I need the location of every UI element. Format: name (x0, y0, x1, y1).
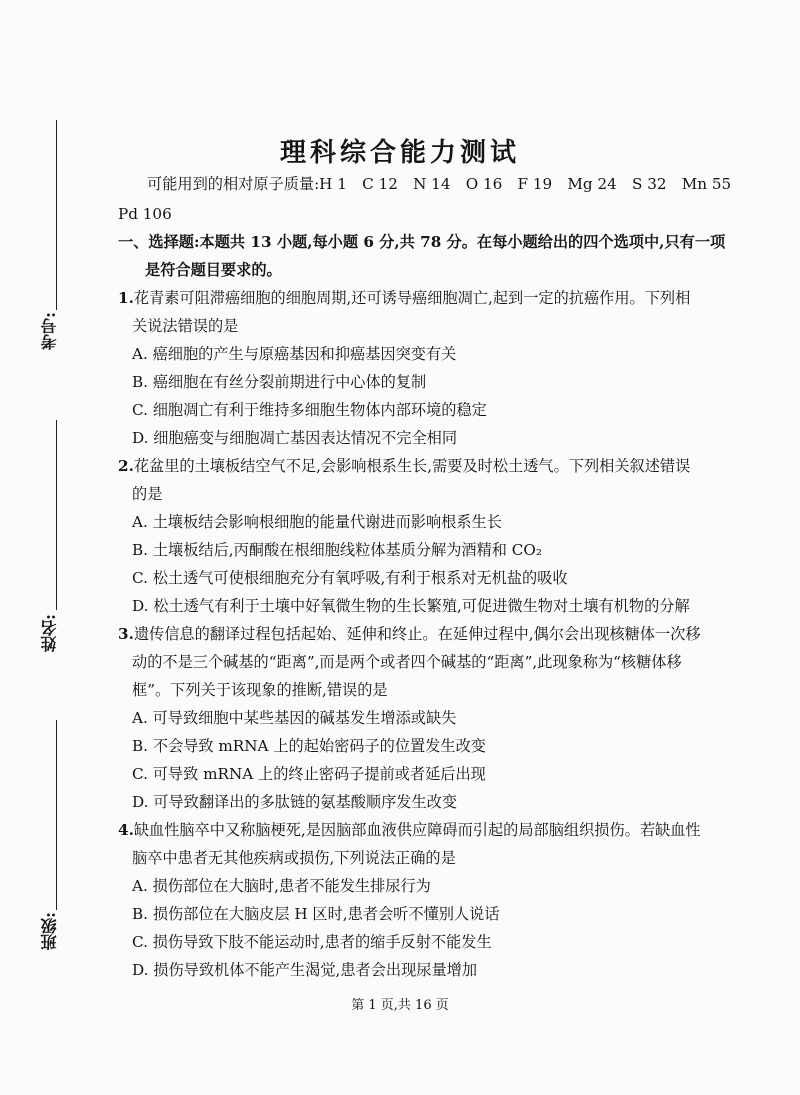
question-4-number: 4. (118, 821, 134, 839)
question-2-stem-line-2: 的是 (132, 485, 163, 503)
question-1-stem-line-1: 1.花青素可阻滞癌细胞的细胞周期,还可诱导癌细胞凋亡,起到一定的抗癌作用。下列相 (118, 289, 691, 307)
question-4-stem-line-2: 脑卒中患者无其他疾病或损伤,下列说法正确的是 (132, 849, 456, 867)
exam-number-label: 考号: (40, 312, 59, 350)
question-2-stem-line-1: 2.花盆里的土壤板结空气不足,会影响根系生长,需要及时松土透气。下列相关叙述错误 (118, 457, 691, 475)
question-2-option-c: C. 松土透气可使根细胞充分有氧呼吸,有利于根系对无机盐的吸收 (132, 569, 568, 587)
section-header-line-2: 是符合题目要求的。 (145, 261, 282, 279)
name-label: 姓名: (40, 614, 59, 652)
question-3-option-a: A. 可导致细胞中某些基因的碱基发生增添或缺失 (132, 709, 457, 727)
question-1-option-d: D. 细胞癌变与细胞凋亡基因表达情况不完全相同 (132, 429, 458, 447)
question-3-option-c: C. 可导致 mRNA 上的终止密码子提前或者延后出现 (132, 765, 486, 783)
class-label: 班级: (40, 912, 59, 950)
page-title: 理科综合能力测试 (279, 138, 520, 168)
question-4-stem-line-1: 4.缺血性脑卒中又称脑梗死,是因脑部血液供应障碍而引起的局部脑组织损伤。若缺血性 (118, 821, 701, 839)
question-2-option-b: B. 土壤板结后,丙酮酸在根细胞线粒体基质分解为酒精和 CO₂ (132, 541, 542, 559)
question-4-option-b: B. 损伤部位在大脑皮层 H 区时,患者会听不懂别人说话 (132, 905, 500, 923)
question-2-number: 2. (118, 457, 134, 475)
section-header-line-1: 一、选择题:本题共 13 小题,每小题 6 分,共 78 分。在每小题给出的四个选项中,只有一项 (118, 233, 726, 251)
question-2-option-a: A. 土壤板结会影响根细胞的能量代谢进而影响根系生长 (132, 513, 502, 531)
question-4-option-c: C. 损伤导致下肢不能运动时,患者的缩手反射不能发生 (132, 933, 492, 951)
question-1-stem-line-2: 关说法错误的是 (132, 317, 239, 335)
question-4-option-d: D. 损伤导致机体不能产生渴觉,患者会出现尿量增加 (132, 961, 478, 979)
question-1-option-c: C. 细胞凋亡有利于维持多细胞生物体内部环境的稳定 (132, 401, 487, 419)
page-number-footer: 第 1 页,共 16 页 (351, 998, 449, 1013)
question-3-stem-line-2: 动的不是三个碱基的“距离”,而是两个或者四个碱基的“距离”,此现象称为“核糖体移 (132, 653, 682, 671)
class-line (56, 720, 57, 910)
name-line (56, 420, 57, 610)
atomic-mass-line-1: 可能用到的相对原子质量:H 1 C 12 N 14 O 16 F 19 Mg 24 S 32 Mn 55 (147, 175, 732, 193)
question-1-option-b: B. 癌细胞在有丝分裂前期进行中心体的复制 (132, 373, 427, 391)
question-4-option-a: A. 损伤部位在大脑时,患者不能发生排尿行为 (132, 877, 431, 895)
question-3-number: 3. (118, 625, 134, 643)
question-1-number: 1. (118, 289, 134, 307)
question-3-option-d: D. 可导致翻译出的多肽链的氨基酸顺序发生改变 (132, 793, 458, 811)
question-3-option-b: B. 不会导致 mRNA 上的起始密码子的位置发生改变 (132, 737, 486, 755)
question-3-stem-line-3: 框”。下列关于该现象的推断,错误的是 (132, 681, 388, 699)
question-1-option-a: A. 癌细胞的产生与原癌基因和抑癌基因突变有关 (132, 345, 457, 363)
question-2-option-d: D. 松土透气有利于土壤中好氧微生物的生长繁殖,可促进微生物对土壤有机物的分解 (132, 597, 690, 615)
atomic-mass-line-2: Pd 106 (118, 205, 172, 223)
question-3-stem-line-1: 3.遗传信息的翻译过程包括起始、延伸和终止。在延伸过程中,偶尔会出现核糖体一次移 (118, 625, 701, 643)
